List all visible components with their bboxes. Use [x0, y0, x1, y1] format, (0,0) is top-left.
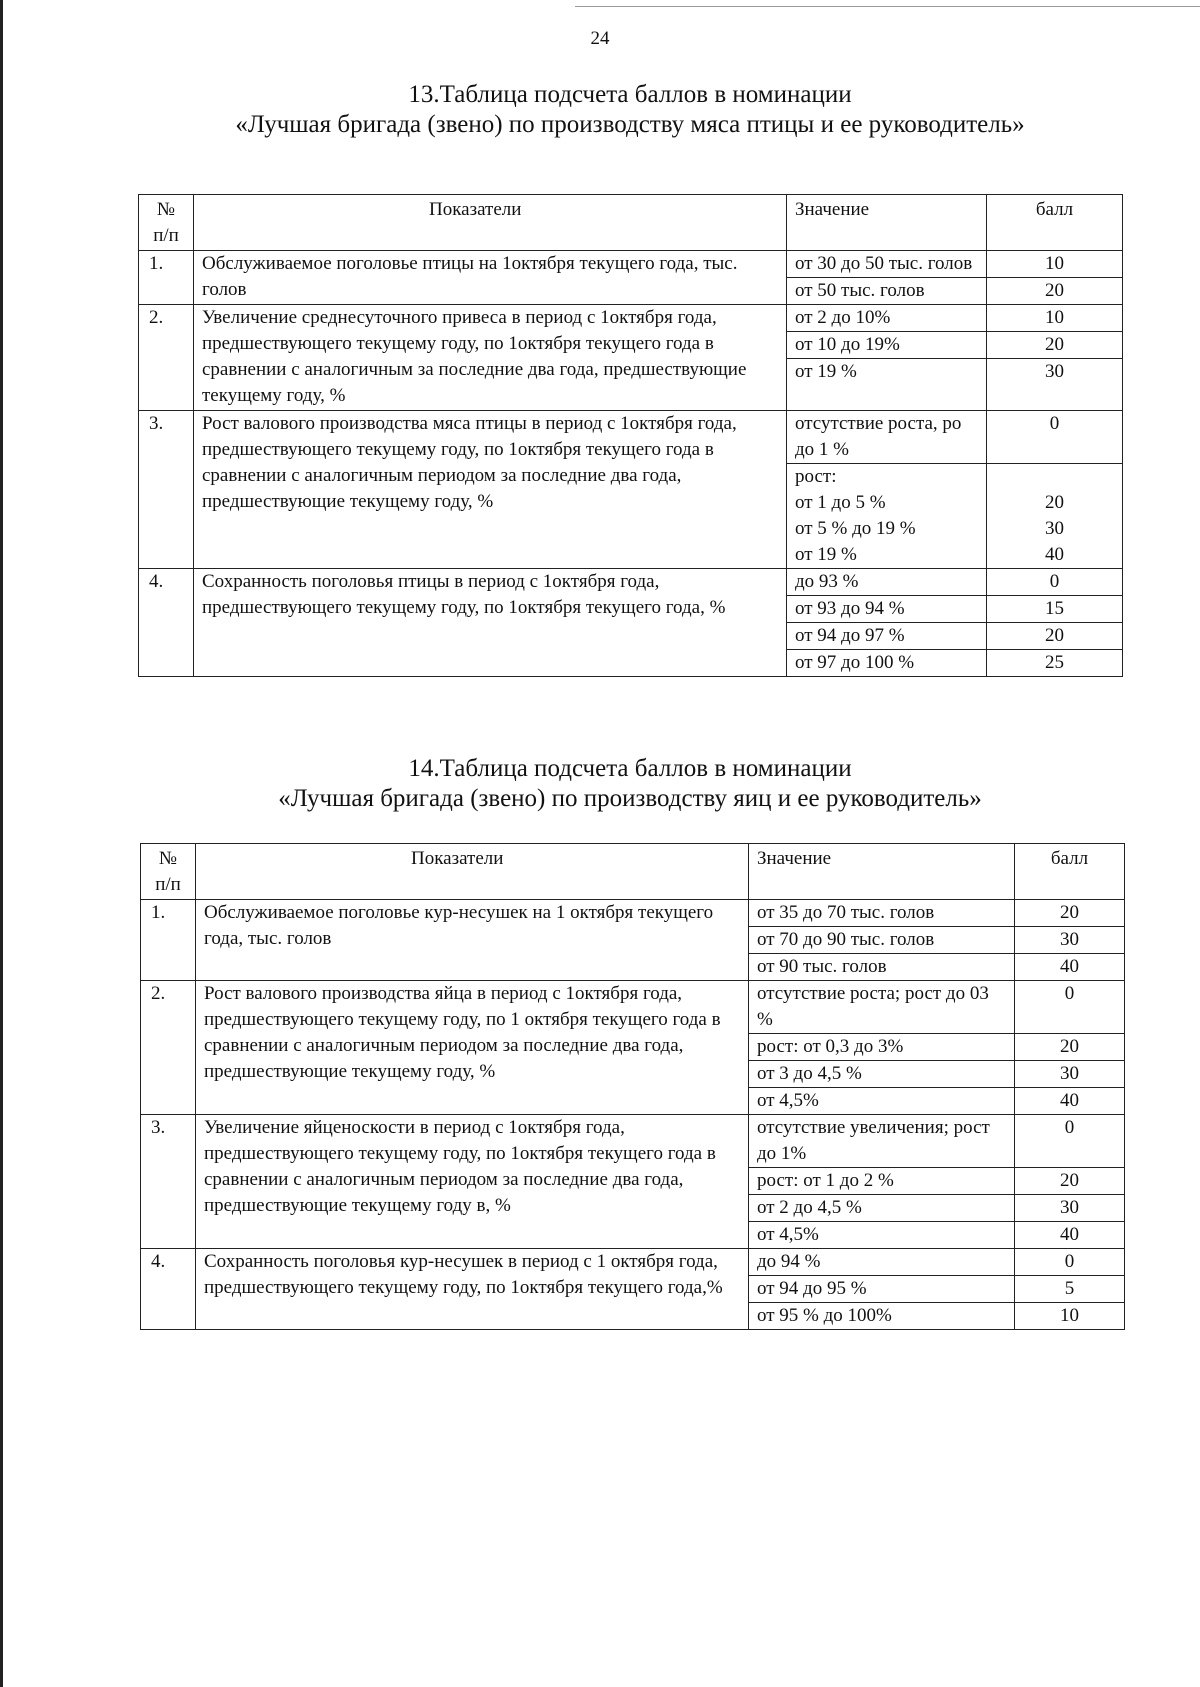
header-value: Значение	[749, 844, 1015, 900]
row-num: 1.	[139, 251, 194, 305]
points-cell: 10	[1015, 1303, 1125, 1330]
points-cell: 30	[1015, 1061, 1125, 1088]
value-cell: от 70 до 90 тыс. голов	[749, 927, 1015, 954]
table-13-title-line2: «Лучшая бригада (звено) по производству мяса птицы и ее руководитель»	[235, 111, 1025, 138]
value-cell: отсутствие роста, ро до 1 %	[787, 411, 987, 464]
points-cell: 30	[987, 359, 1123, 411]
points-cell: 20	[987, 623, 1123, 650]
value-cell: от 94 до 95 %	[749, 1276, 1015, 1303]
points-cell: 40	[1015, 1222, 1125, 1249]
row-indicator: Увеличение яйценоскости в период с 1октября года, предшествующего текущему году, по 1октября текущего года в сравнении с аналогичным периодом за последние два года, предшествующие текущему году в, %	[196, 1115, 749, 1249]
table-row	[139, 411, 1123, 464]
value-cell: от 3 до 4,5 %	[749, 1061, 1015, 1088]
value-cell: от 90 тыс. голов	[749, 954, 1015, 981]
value-cell: от 30 до 50 тыс. голов	[787, 251, 987, 278]
row-num: 1.	[141, 900, 196, 981]
points-cell: 30	[1015, 1195, 1125, 1222]
points-cell: 25	[987, 650, 1123, 677]
points-cell: 30	[987, 516, 1123, 542]
points-cell: 10	[987, 251, 1123, 278]
page-number: 24	[590, 28, 610, 49]
points-cell: 0	[987, 411, 1123, 464]
points-cell: 20	[1015, 900, 1125, 927]
value-cell: отсутствие роста; рост до 03 %	[749, 981, 1015, 1034]
row-indicator: Обслуживаемое поголовье птицы на 1октября текущего года, тыс. голов	[194, 251, 787, 305]
table-row	[141, 981, 1125, 1034]
table-row	[141, 1115, 1125, 1168]
row-indicator: Обслуживаемое поголовье кур-несушек на 1 октября текущего года, тыс. голов	[196, 900, 749, 981]
value-cell: от 50 тыс. голов	[787, 278, 987, 305]
header-points: балл	[1015, 844, 1125, 900]
value-cell: от 19 %	[787, 359, 987, 411]
value-cell: от 95 % до 100%	[749, 1303, 1015, 1330]
table-row	[141, 1249, 1125, 1276]
header-num: № п/п	[139, 195, 194, 251]
header-points: балл	[987, 195, 1123, 251]
header-indicator: Показатели	[196, 844, 749, 900]
value-cell: от 4,5%	[749, 1222, 1015, 1249]
table-row	[139, 305, 1123, 332]
row-indicator: Сохранность поголовья кур-несушек в период с 1 октября года, предшествующего текущему году, по 1октября текущего года,%	[196, 1249, 749, 1330]
row-indicator: Сохранность поголовья птицы в период с 1октября года, предшествующего текущему году, по 1октября текущего года, %	[194, 569, 787, 677]
row-indicator: Увеличение среднесуточного привеса в период с 1октября года, предшествующего текущему году, по 1октября текущего года в сравнении с аналогичным за последние два года, предшествующие текущему году, %	[194, 305, 787, 411]
points-cell: 20	[987, 490, 1123, 516]
points-cell: 5	[1015, 1276, 1125, 1303]
value-cell: от 35 до 70 тыс. голов	[749, 900, 1015, 927]
points-cell: 0	[1015, 1115, 1125, 1168]
table-14-header-row	[141, 844, 1125, 900]
scan-edge-top	[575, 6, 1200, 7]
value-cell: рост: от 1 до 2 %	[749, 1168, 1015, 1195]
value-cell: рост: от 0,3 до 3%	[749, 1034, 1015, 1061]
points-cell: 30	[1015, 927, 1125, 954]
value-cell: до 93 %	[787, 569, 987, 596]
header-num: № п/п	[141, 844, 196, 900]
points-cell: 20	[1015, 1168, 1125, 1195]
value-cell: от 1 до 5 %	[787, 490, 987, 516]
row-num: 2.	[139, 305, 194, 411]
table-13-title-line1: 13.Таблица подсчета баллов в номинации	[408, 81, 852, 108]
value-cell: от 2 до 10%	[787, 305, 987, 332]
header-indicator: Показатели	[194, 195, 787, 251]
value-cell: от 10 до 19%	[787, 332, 987, 359]
row-num: 3.	[139, 411, 194, 569]
header-value: Значение	[787, 195, 987, 251]
points-cell: 40	[1015, 954, 1125, 981]
value-cell: от 94 до 97 %	[787, 623, 987, 650]
points-cell	[987, 464, 1123, 491]
row-indicator: Рост валового производства мяса птицы в период с 1октября года, предшествующего текущему году, по 1октября текущего года в сравнении с аналогичным периодом за последние два года, предшествующие текущему году, %	[194, 411, 787, 569]
value-cell: до 94 %	[749, 1249, 1015, 1276]
value-cell: от 93 до 94 %	[787, 596, 987, 623]
table-13	[138, 194, 1123, 677]
points-cell: 15	[987, 596, 1123, 623]
points-cell: 20	[987, 278, 1123, 305]
points-cell: 20	[987, 332, 1123, 359]
value-cell: рост:	[787, 464, 987, 491]
row-num: 2.	[141, 981, 196, 1115]
value-cell: отсутствие увеличения; рост до 1%	[749, 1115, 1015, 1168]
value-cell: от 5 % до 19 %	[787, 516, 987, 542]
scan-edge	[0, 0, 3, 1687]
row-indicator: Рост валового производства яйца в период с 1октября года, предшествующего текущему году, по 1 октября текущего года в сравнении с аналогичным периодом за последние два года, предшествующие текущему году, %	[196, 981, 749, 1115]
table-13-header-row	[139, 195, 1123, 251]
points-cell: 0	[987, 569, 1123, 596]
points-cell: 20	[1015, 1034, 1125, 1061]
value-cell: от 4,5%	[749, 1088, 1015, 1115]
table-14-title-line2: «Лучшая бригада (звено) по производству яиц и ее руководитель»	[278, 785, 982, 812]
points-cell: 10	[987, 305, 1123, 332]
points-cell: 40	[1015, 1088, 1125, 1115]
points-cell: 0	[1015, 981, 1125, 1034]
table-14-title-line1: 14.Таблица подсчета баллов в номинации	[408, 755, 852, 782]
table-14	[140, 843, 1125, 1330]
row-num: 4.	[139, 569, 194, 677]
table-14-title	[30, 754, 1200, 814]
points-cell: 0	[1015, 1249, 1125, 1276]
row-num: 4.	[141, 1249, 196, 1330]
table-13-title	[30, 80, 1200, 140]
value-cell: от 97 до 100 %	[787, 650, 987, 677]
table-row	[141, 900, 1125, 927]
row-num: 3.	[141, 1115, 196, 1249]
value-cell: от 19 %	[787, 542, 987, 569]
value-cell: от 2 до 4,5 %	[749, 1195, 1015, 1222]
table-row	[139, 569, 1123, 596]
points-cell: 40	[987, 542, 1123, 569]
table-row	[139, 251, 1123, 278]
